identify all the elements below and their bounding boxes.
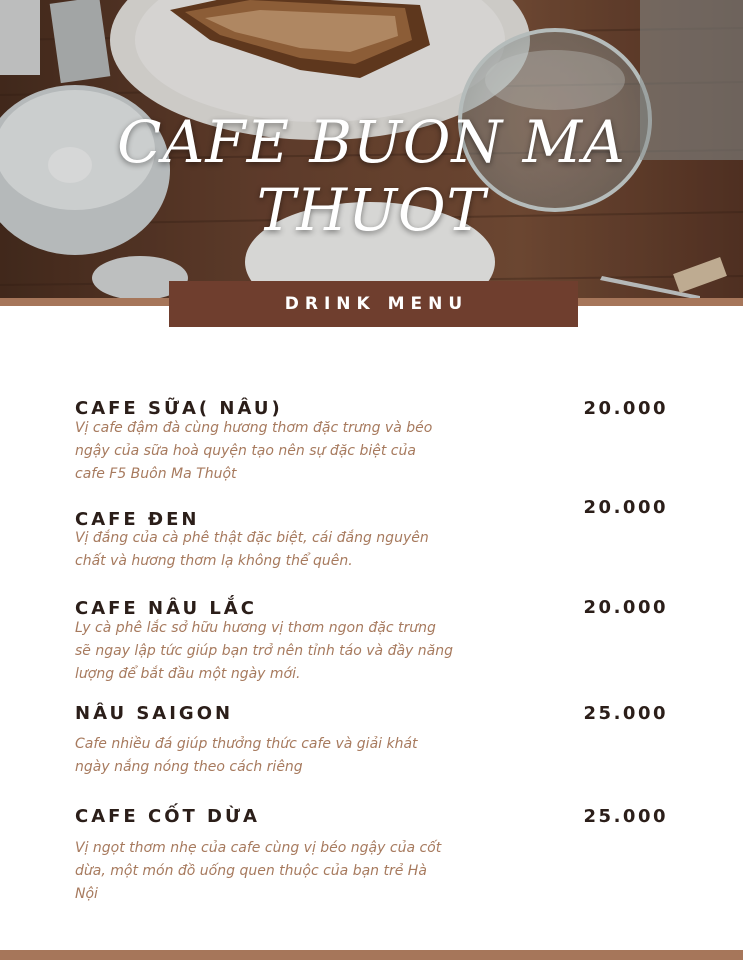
item-description bbox=[75, 733, 455, 779]
cafe-title-text: CAFE BUON MA THUOT bbox=[117, 108, 626, 244]
desc-line: cafe F5 Buôn Ma Thuột bbox=[75, 466, 237, 482]
item-description bbox=[75, 527, 455, 573]
desc-line: chất và hương thơm lạ không thể quên. bbox=[75, 553, 353, 569]
desc-line: Cafe nhiều đá giúp thưởng thức cafe và giải khát bbox=[75, 736, 418, 752]
drink-menu-banner bbox=[169, 281, 578, 327]
desc-line: Ly cà phê lắc sở hữu hương vị thơm ngon đặc trưng bbox=[75, 620, 436, 636]
item-description bbox=[75, 617, 455, 686]
desc-line: Vị cafe đậm đà cùng hương thơm đặc trưng và béo bbox=[75, 420, 433, 436]
item-name: CAFE ĐEN bbox=[75, 509, 200, 530]
desc-line: lượng để bắt đầu một ngày mới. bbox=[75, 666, 301, 682]
item-price: 25.000 bbox=[583, 703, 668, 724]
item-price: 20.000 bbox=[583, 497, 668, 518]
item-price: 25.000 bbox=[583, 806, 668, 827]
desc-line: dừa, một món đồ uống quen thuộc của bạn trẻ Hà bbox=[75, 863, 427, 879]
item-name: NÂU SAIGON bbox=[75, 703, 234, 724]
desc-line: ngày nắng nóng theo cách riêng bbox=[75, 759, 303, 775]
desc-line: Nội bbox=[75, 886, 98, 902]
desc-line: sẽ ngay lập tức giúp bạn trở nên tỉnh táo và đầy năng bbox=[75, 643, 453, 659]
cafe-title bbox=[0, 108, 743, 244]
item-description bbox=[75, 417, 455, 486]
item-price: 20.000 bbox=[583, 398, 668, 419]
item-name: CAFE NÂU LẮC bbox=[75, 598, 257, 619]
footer-divider bbox=[0, 950, 743, 960]
item-description bbox=[75, 837, 455, 906]
desc-line: Vị đắng của cà phê thật đặc biệt, cái đắng nguyên bbox=[75, 530, 429, 546]
item-price: 20.000 bbox=[583, 597, 668, 618]
item-name: CAFE SỮA( NÂU) bbox=[75, 398, 283, 419]
item-name: CAFE CỐT DỪA bbox=[75, 806, 260, 827]
desc-line: ngậy của sữa hoà quyện tạo nên sự đặc biệt của bbox=[75, 443, 416, 459]
desc-line: Vị ngọt thơm nhẹ của cafe cùng vị béo ngậy của cốt bbox=[75, 840, 442, 856]
banner-label: DRINK MENU bbox=[284, 294, 469, 314]
